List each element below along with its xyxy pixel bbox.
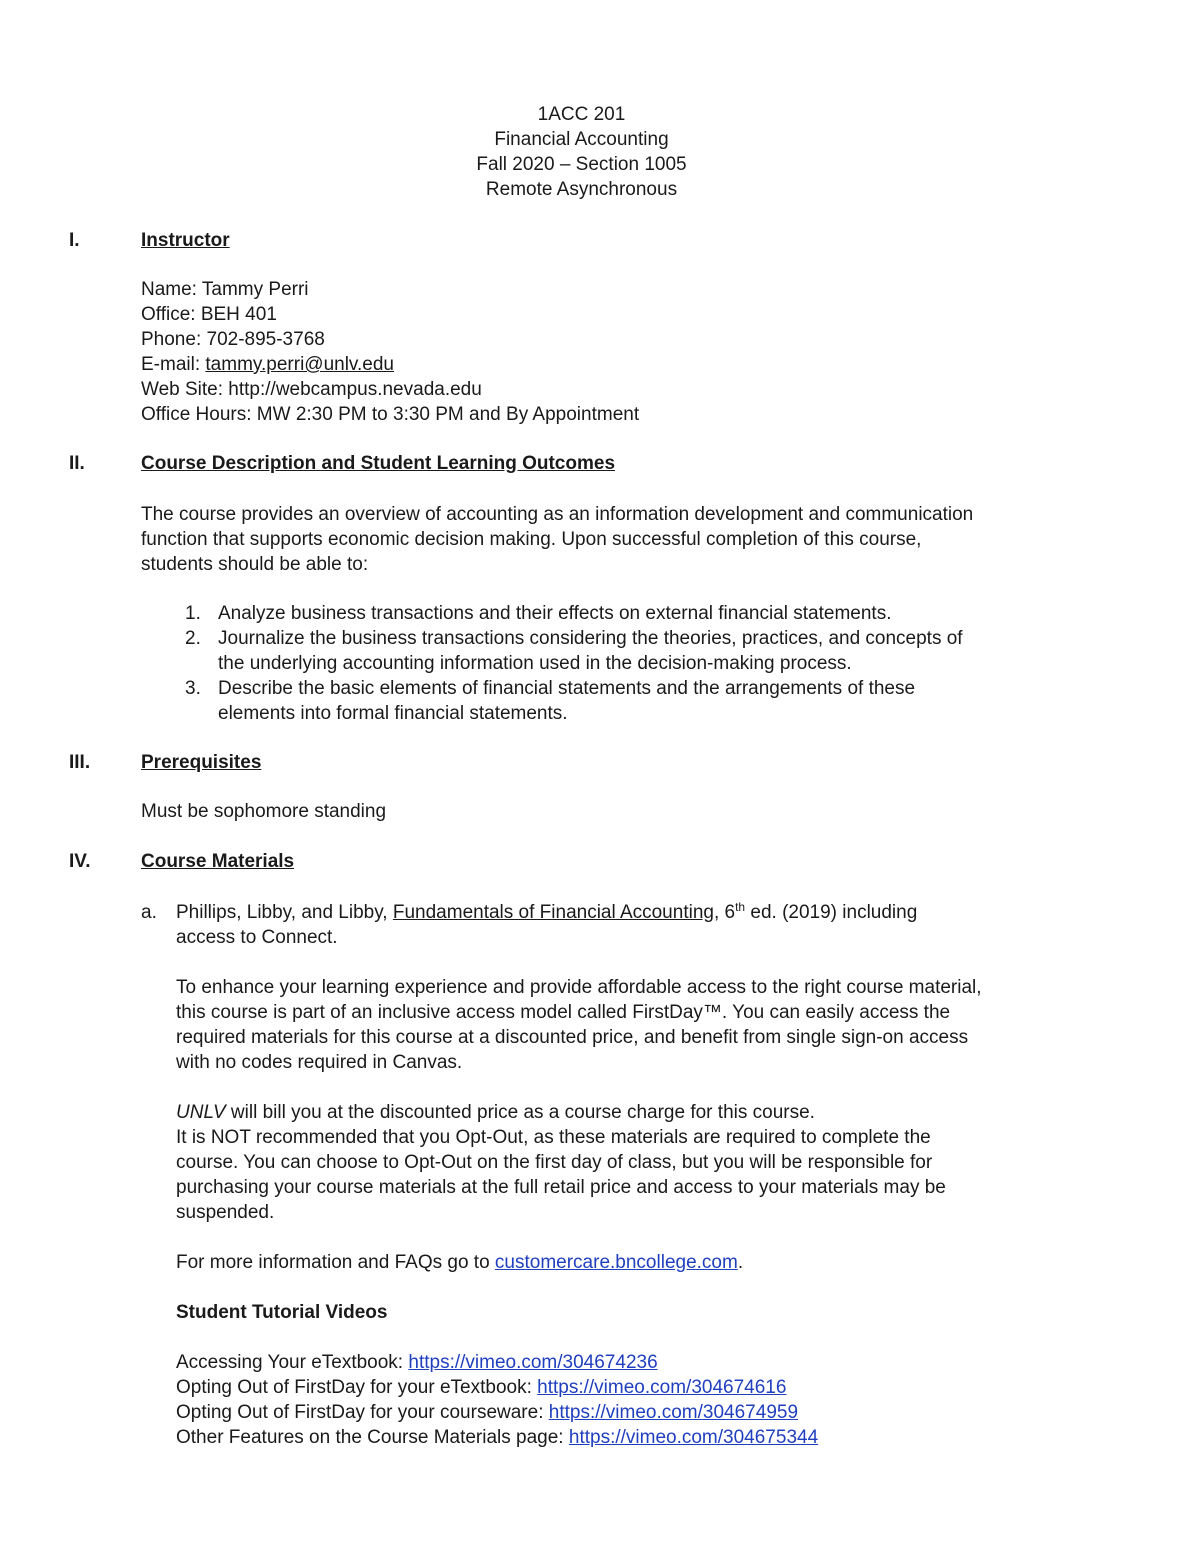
textbook-title: Fundamentals of Financial Accounting <box>392 902 714 923</box>
instructor-email-link[interactable]: tammy.perri@unlv.edu <box>205 354 394 375</box>
video-label: Opting Out of FirstDay for your courseware: <box>176 1402 549 1423</box>
video-link[interactable]: https://vimeo.com/304674236 <box>408 1352 658 1373</box>
course-term: Fall 2020 – Section 1005 <box>476 154 687 175</box>
description-line: function that supports economic decision making. Upon successful completion of this course, <box>141 529 922 550</box>
textbook-edition-sup: th <box>735 900 746 914</box>
video-line <box>176 1425 1106 1450</box>
section-number-1: I. <box>69 230 80 251</box>
video-label: Opting Out of FirstDay for your eTextbook: <box>176 1377 538 1398</box>
faq-period: . <box>737 1252 744 1273</box>
video-label: Accessing Your eTextbook: <box>176 1352 409 1373</box>
textbook-authors: Phillips, Libby, and Libby, <box>176 902 393 923</box>
course-description <box>141 502 1101 577</box>
course-title: Financial Accounting <box>494 129 669 150</box>
video-label: Other Features on the Course Materials page: <box>176 1427 569 1448</box>
outcome-number: 2. <box>185 628 201 649</box>
description-line: The course provides an overview of accounting as an information development and communication <box>141 504 974 525</box>
video-line <box>176 1400 1106 1425</box>
section-number-4: IV. <box>69 851 91 872</box>
optout-paragraph-line: course. You can choose to Opt-Out on the first day of class, but you will be responsible for <box>176 1152 933 1173</box>
section-heading-description: Course Description and Student Learning Outcomes <box>141 453 616 474</box>
section-number-2: II. <box>69 453 85 474</box>
firstday-paragraph-line: with no codes required in Canvas. <box>176 1052 463 1073</box>
faq-link[interactable]: customercare.bncollege.com <box>494 1252 738 1273</box>
instructor-office: Office: BEH 401 <box>141 304 277 325</box>
section-number-3: III. <box>69 752 91 773</box>
faq-line <box>176 1250 1106 1275</box>
firstday-paragraph-line: required materials for this course at a discounted price, and benefit from single sign-on access <box>176 1027 969 1048</box>
prerequisites-text: Must be sophomore standing <box>141 801 387 822</box>
instructor-email-line <box>141 352 1101 377</box>
section-heading-prerequisites: Prerequisites <box>141 752 262 773</box>
textbook-line-2: access to Connect. <box>176 927 338 948</box>
course-format: Remote Asynchronous <box>485 179 678 200</box>
optout-paragraph-line: suspended. <box>176 1202 275 1223</box>
description-line: students should be able to: <box>141 554 369 575</box>
instructor-info <box>141 277 1101 427</box>
tutorial-videos-heading: Student Tutorial Videos <box>176 1302 388 1323</box>
list-marker-a: a. <box>141 902 157 923</box>
video-line <box>176 1375 1106 1400</box>
outcome-text: the underlying accounting information used in the decision-making process. <box>218 653 852 674</box>
firstday-paragraph-line: this course is part of an inclusive access model called FirstDay™. You can easily access the <box>176 1002 951 1023</box>
instructor-name: Name: Tammy Perri <box>141 279 309 300</box>
instructor-phone: Phone: 702-895-3768 <box>141 329 325 350</box>
course-materials-item <box>176 900 1106 1450</box>
unlv-italic: UNLV <box>176 1102 226 1123</box>
instructor-office-hours: Office Hours: MW 2:30 PM to 3:30 PM and By Appointment <box>141 404 640 425</box>
textbook-edition: , 6 <box>713 902 736 923</box>
email-label: E-mail: <box>141 354 206 375</box>
outcome-text: elements into formal financial statements. <box>218 703 568 724</box>
outcome-text: Describe the basic elements of financial statements and the arrangements of these <box>218 678 916 699</box>
section-heading-materials: Course Materials <box>141 851 295 872</box>
course-header <box>0 102 1163 202</box>
video-link[interactable]: https://vimeo.com/304675344 <box>568 1427 819 1448</box>
course-code: 1ACC 201 <box>537 104 626 125</box>
optout-paragraph-line: It is NOT recommended that you Opt-Out, as these materials are required to complete the <box>176 1127 931 1148</box>
video-line <box>176 1350 1106 1375</box>
video-link[interactable]: https://vimeo.com/304674959 <box>548 1402 799 1423</box>
instructor-website: Web Site: http://webcampus.nevada.edu <box>141 379 482 400</box>
outcome-text: Journalize the business transactions considering the theories, practices, and concepts of <box>218 628 963 649</box>
firstday-paragraph-line: To enhance your learning experience and provide affordable access to the right course material, <box>176 977 982 998</box>
faq-text: For more information and FAQs go to <box>176 1252 495 1273</box>
textbook-year: ed. (2019) including <box>745 902 918 923</box>
outcome-number: 1. <box>185 603 201 624</box>
outcome-text: Analyze business transactions and their effects on external financial statements. <box>218 603 892 624</box>
section-heading-instructor: Instructor <box>141 230 230 251</box>
billing-line <box>176 1100 1106 1125</box>
video-link[interactable]: https://vimeo.com/304674616 <box>537 1377 787 1398</box>
textbook-line <box>176 900 1106 925</box>
optout-paragraph-line: purchasing your course materials at the full retail price and access to your materials may be <box>176 1177 946 1198</box>
billing-text: will bill you at the discounted price as a course charge for this course. <box>225 1102 815 1123</box>
outcome-number: 3. <box>185 678 201 699</box>
